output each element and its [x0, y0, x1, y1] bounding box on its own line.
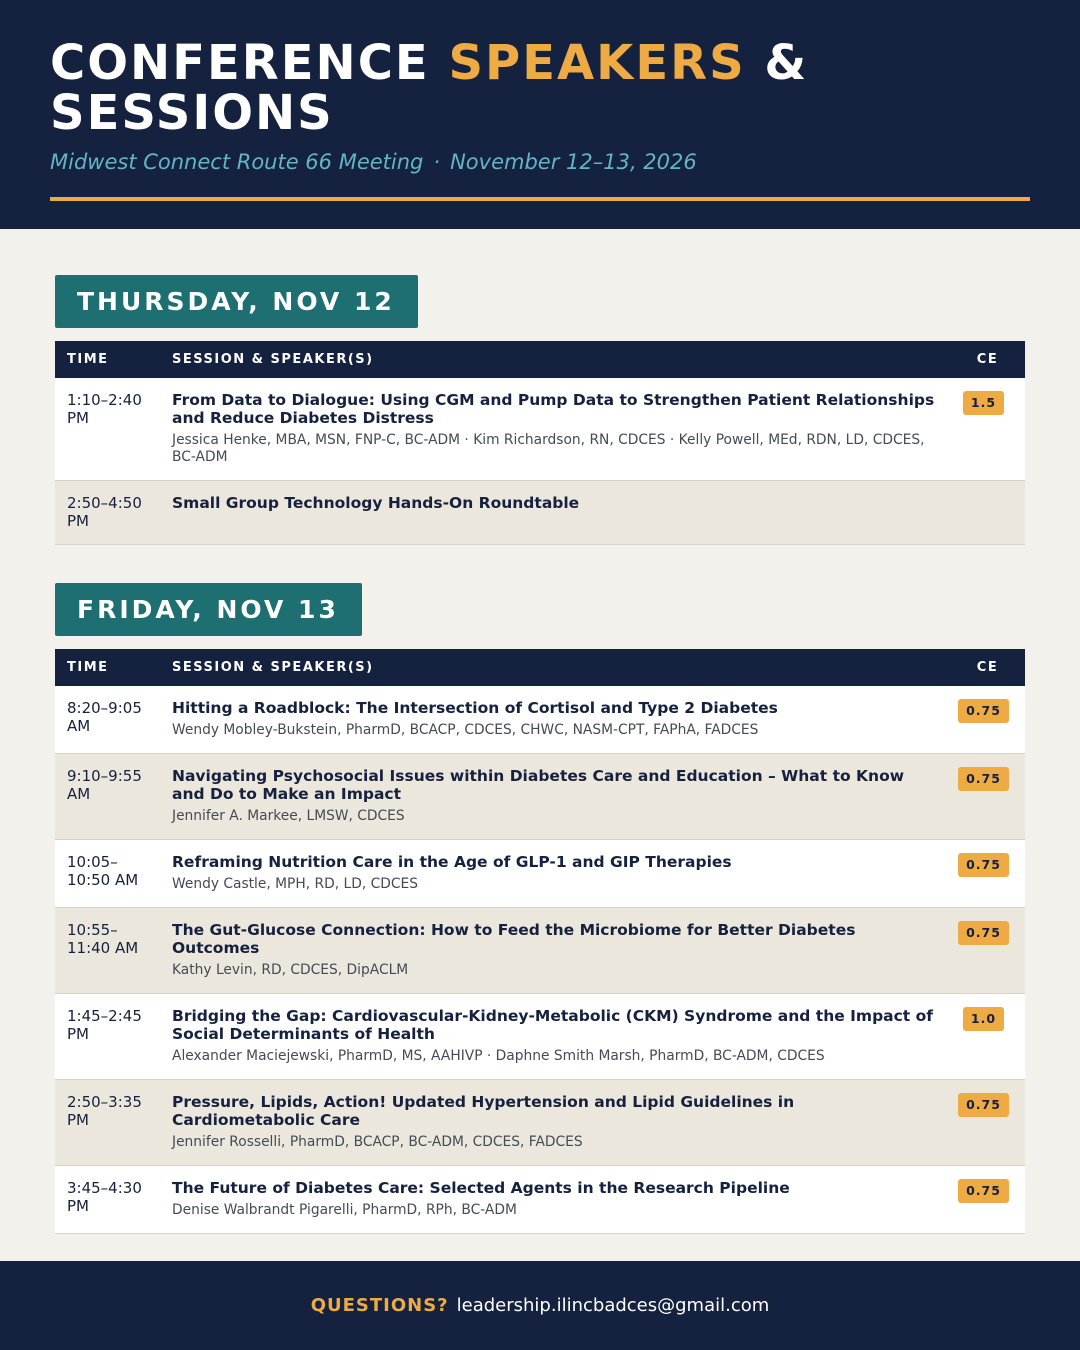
- table-row: [55, 994, 1025, 1080]
- table-row: [55, 481, 1025, 545]
- ce-badge: 0.75: [958, 853, 1009, 877]
- session-speakers: Wendy Mobley-Bukstein, PharmD, BCACP, CDCES, CHWC, NASM-CPT, FAPhA, FADCES: [172, 722, 759, 738]
- session-time: 3:45–4:30 PM: [67, 1179, 142, 1215]
- ce-badge: 1.0: [963, 1007, 1004, 1031]
- session-time: 2:50–3:35 PM: [67, 1093, 142, 1129]
- column-header-time: TIME: [55, 341, 160, 378]
- session-title: Small Group Technology Hands-On Roundtable: [172, 494, 580, 512]
- session-title: Bridging the Gap: Cardiovascular-Kidney-Metabolic (CKM) Syndrome and the Impact of Social Determinants of Health: [172, 1007, 934, 1043]
- session-speakers: Wendy Castle, MPH, RD, LD, CDCES: [172, 876, 418, 892]
- session-title: Hitting a Roadblock: The Intersection of Cortisol and Type 2 Diabetes: [172, 699, 778, 717]
- session-time: 8:20–9:05 AM: [67, 699, 142, 735]
- ce-cell: [950, 908, 1025, 994]
- table-header-row: [55, 341, 1025, 378]
- session-title: Navigating Psychosocial Issues within Diabetes Care and Education – What to Know and Do to Make an Impact: [172, 767, 905, 803]
- column-header-time: TIME: [55, 649, 160, 686]
- table-row: [55, 378, 1025, 481]
- ce-cell: [950, 686, 1025, 754]
- table-row: [55, 1166, 1025, 1234]
- table-row: [55, 754, 1025, 840]
- ce-cell: [950, 994, 1025, 1080]
- ce-badge: 0.75: [958, 767, 1009, 791]
- session-time: 10:55–11:40 AM: [67, 921, 139, 957]
- session-cell: [160, 908, 950, 994]
- day-label: FRIDAY, NOV 13: [55, 583, 362, 636]
- page-title: [50, 35, 1010, 141]
- session-title: The Gut-Glucose Connection: How to Feed the Microbiome for Better Diabetes Outcomes: [172, 921, 856, 957]
- day-section-thursday: [55, 275, 1025, 545]
- contact-email[interactable]: leadership.ilincbadces@gmail.com: [456, 1295, 770, 1316]
- column-header-session: SESSION & SPEAKER(S): [160, 341, 950, 378]
- session-cell: [160, 481, 950, 545]
- session-speakers: Jennifer A. Markee, LMSW, CDCES: [172, 808, 405, 824]
- ce-badge: 0.75: [958, 1093, 1009, 1117]
- session-title: Pressure, Lipids, Action! Updated Hypertension and Lipid Guidelines in Cardiometabolic Care: [172, 1093, 795, 1129]
- page-footer: [0, 1261, 1080, 1350]
- session-cell: [160, 1080, 950, 1166]
- table-row: [55, 840, 1025, 908]
- session-speakers: Denise Walbrandt Pigarelli, PharmD, RPh, BC-ADM: [172, 1202, 517, 1218]
- session-cell: [160, 840, 950, 908]
- schedule-table: [55, 649, 1025, 1234]
- table-row: [55, 1080, 1025, 1166]
- table-row: [55, 908, 1025, 994]
- table-header-row: [55, 649, 1025, 686]
- ce-cell: [950, 840, 1025, 908]
- day-section-friday: [55, 583, 1025, 1234]
- column-header-ce: CE: [950, 649, 1025, 686]
- ce-cell: [950, 378, 1025, 481]
- session-title: The Future of Diabetes Care: Selected Agents in the Research Pipeline: [172, 1179, 790, 1197]
- questions-label: QUESTIONS?: [310, 1295, 449, 1316]
- session-cell: [160, 754, 950, 840]
- schedule-table: [55, 341, 1025, 545]
- session-time: 9:10–9:55 AM: [67, 767, 142, 803]
- ce-cell: [950, 1166, 1025, 1234]
- session-cell: [160, 994, 950, 1080]
- ce-badge: 0.75: [958, 1179, 1009, 1203]
- session-title: From Data to Dialogue: Using CGM and Pump Data to Strengthen Patient Relationships and Reduce Diabetes Distress: [172, 391, 935, 427]
- session-cell: [160, 1166, 950, 1234]
- ce-cell: [950, 1080, 1025, 1166]
- title-accent: SPEAKERS: [448, 35, 746, 91]
- day-label: THURSDAY, NOV 12: [55, 275, 418, 328]
- column-header-ce: CE: [950, 341, 1025, 378]
- event-dates: November 12–13, 2026: [450, 150, 697, 174]
- page-subtitle: [50, 150, 697, 174]
- ce-badge: 1.5: [963, 391, 1004, 415]
- session-speakers: Jessica Henke, MBA, MSN, FNP-C, BC-ADM · Kim Richardson, RN, CDCES · Kelly Powell, MEd, RDN, LD, CDCES, BC-ADM: [172, 432, 925, 465]
- column-header-session: SESSION & SPEAKER(S): [160, 649, 950, 686]
- session-time: 10:05–10:50 AM: [67, 853, 139, 889]
- subtitle-separator: ·: [433, 150, 441, 174]
- session-speakers: Jennifer Rosselli, PharmD, BCACP, BC-ADM, CDCES, FADCES: [172, 1134, 583, 1150]
- title-part-1: CONFERENCE: [50, 35, 449, 91]
- session-time: 2:50–4:50 PM: [67, 494, 142, 530]
- session-speakers: Alexander Maciejewski, PharmD, MS, AAHIVP · Daphne Smith Marsh, PharmD, BC-ADM, CDCES: [172, 1048, 825, 1064]
- ce-cell: [950, 754, 1025, 840]
- ce-cell: [950, 481, 1025, 545]
- session-cell: [160, 378, 950, 481]
- session-time: 1:10–2:40 PM: [67, 391, 142, 427]
- header-divider: [50, 197, 1030, 201]
- session-title: Reframing Nutrition Care in the Age of GLP-1 and GIP Therapies: [172, 853, 732, 871]
- ce-badge: 0.75: [958, 921, 1009, 945]
- ce-badge: 0.75: [958, 699, 1009, 723]
- session-cell: [160, 686, 950, 754]
- session-time: 1:45–2:45 PM: [67, 1007, 142, 1043]
- title-part-2: & SESSIONS: [50, 35, 809, 141]
- session-speakers: Kathy Levin, RD, CDCES, DipACLM: [172, 962, 409, 978]
- page-header: [0, 0, 1080, 229]
- event-name: Midwest Connect Route 66 Meeting: [50, 150, 424, 174]
- table-row: [55, 686, 1025, 754]
